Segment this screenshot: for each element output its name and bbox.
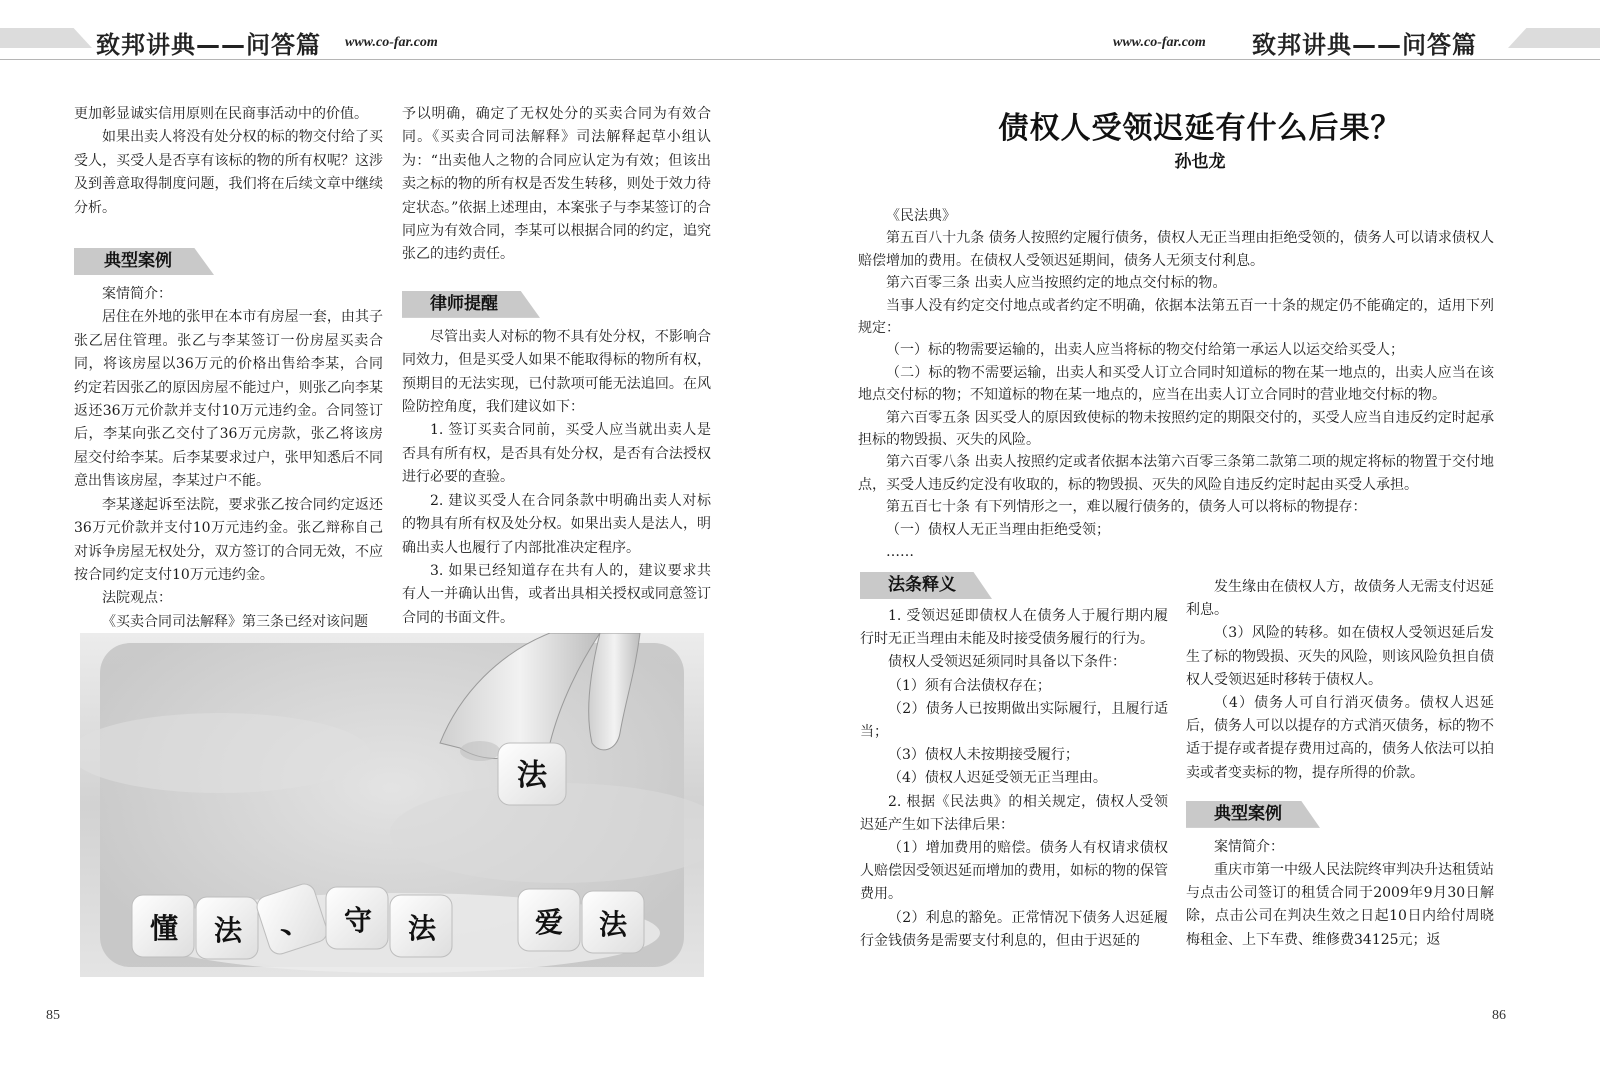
- law-article: （一）债权人无正当理由拒绝受领；: [886, 521, 1110, 538]
- header-site: www.co-far.com: [345, 35, 438, 50]
- law-article: 第五百八十九条 债务人按照约定履行债务，债权人无正当理由拒绝受领的，债务人可以请求债权人赔偿增加的费用。在债权人受领迟延期间，债务人无须支付利息。: [858, 230, 1494, 269]
- article-author: 孙也龙: [1174, 152, 1226, 172]
- law-source: 《民法典》: [886, 208, 956, 224]
- interp-item: （2）债务人已按期做出实际履行，且履行适当；: [860, 700, 1168, 741]
- law-article: （二）标的物不需要运输，出卖人和买受人订立合同时知道标的物在某一地点的，出卖人应当在该地点交付标的物；不知道标的物在某一地点的，应当在出卖人订立合同时的营业地交付标的物。: [858, 364, 1494, 404]
- header-decor-tab: [0, 28, 92, 48]
- law-article: 第六百零八条 出卖人按照约定或者依据本法第六百零三条第二款第二项的规定将标的物置于交付地点，买受人违反约定没有收取的，标的物毁损、灭失的风险自违反约定时起由买受人承担。: [858, 454, 1494, 493]
- intro-paragraph: 如果出卖人将没有处分权的标的物交付给了买受人，买受人是否享有该标的物的所有权呢？这涉及到善意取得制度问题，我们将在后续文章中继续分析。: [74, 129, 383, 216]
- interp-item: （4）债务人可自行消灭债务。债权人迟延后，债务人可以以提存的方式消灭债务，标的物不适于提存或者提存费用过高的，债务人依法可以拍卖或者变卖标的物，提存所得的价款。: [1186, 695, 1494, 781]
- law-article: 第六百零三条 出卖人应当按照约定的地点交付标的物。: [886, 275, 1227, 292]
- court-view-paragraph: 《买卖合同司法解释》第三条已经对该问题: [102, 613, 368, 630]
- interp-continuation: 发生缘由在债权人方，故债务人无需支付迟延利息。: [1186, 579, 1494, 619]
- header-site: www.co-far.com: [1113, 35, 1206, 50]
- article-title: 债权人受领迟延有什么后果？: [998, 111, 1402, 146]
- left-column-1: [74, 103, 383, 634]
- interp-item: （3）债权人未按期接受履行；: [888, 747, 1079, 764]
- cube-top: [498, 743, 566, 805]
- interp-heading: 法条释义: [888, 575, 956, 595]
- court-view-continuation: 予以明确，确定了无权处分的买卖合同为有效合同。《买卖合同司法解释》司法解释起草小组认为：“出卖他人之物的合同应认定为有效；但该出卖之标的物的所有权是否发生转移，则处于效力待定状态。”依据上述理由，本案张子与李某签订的合同应为有效合同，李某可以根据合同的约定，追究张乙的违约责任。: [402, 106, 711, 263]
- cube-label: 法: [598, 908, 628, 941]
- case-label: 案情简介：: [1214, 838, 1284, 855]
- intro-line: 更加彰显诚实信用原则在民商事活动中的价值。: [74, 106, 368, 122]
- lawyer-paragraph: 尽管出卖人对标的物不具有处分权，不影响合同效力，但是买受人如果不能取得标的物所有权，预期目的无法实现，已付款项可能无法追回。在风险防控角度，我们建议如下：: [402, 328, 711, 416]
- law-ellipsis: ……: [886, 544, 914, 561]
- right-page: [800, 0, 1600, 1085]
- law-article: 第六百零五条 因买受人的原因致使标的物未按照约定的期限交付的，买受人应当自违反约定时起承担标的物毁损、灭失的风险。: [858, 409, 1494, 449]
- interp-item: （3）风险的转移。如在债权人受领迟延后发生了标的物毁损、灭失的风险，则该风险负担自债权人受领迟延时移转于债权人。: [1186, 625, 1494, 688]
- left-column-2: [402, 103, 711, 630]
- cube-label: 爱: [534, 906, 564, 939]
- case-paragraph: 李某遂起诉至法院，要求张乙按合同约定返还36万元价款并支付10万元违约金。张乙辩称自己对诉争房屋无权处分，双方签订的合同无效，不应按合同约定支付10万元违约金。: [74, 496, 383, 583]
- lawyer-heading: 律师提醒: [430, 293, 498, 314]
- law-article: 当事人没有约定交付地点或者约定不明确，依据本法第五百一十条的规定仍不能确定的，适用下列规定：: [858, 297, 1494, 337]
- case-label: 案情简介：: [102, 286, 172, 303]
- interp-item: （1）增加费用的赔偿。债务人有权请求债权人赔偿因受领迟延而增加的费用，如标的物的保管费用。: [860, 840, 1168, 903]
- header-brand: 致邦讲典——问答篇: [1252, 31, 1477, 59]
- interp-section-header: [860, 572, 1168, 599]
- case-section-header: [1186, 801, 1494, 828]
- cube-label: 、: [273, 900, 313, 943]
- cube-label: 法: [517, 758, 547, 793]
- right-column-1: [860, 572, 1168, 953]
- header-brand: 致邦讲典——问答篇: [96, 31, 321, 59]
- case-section-header: [74, 248, 383, 275]
- cube-label: 守: [343, 904, 373, 937]
- case-paragraph: 居住在外地的张甲在本市有房屋一套，由其子张乙居住管理。张乙与李某签订一份房屋买卖合同，将该房屋以36万元的价格出售给李某，合同约定若因张乙的原因房屋不能过户，则张乙向李某返还36万元价款并支付10万元违约金。合同签订后，李某向张乙交付了36万元房款，张乙将该房屋交付给李某。后李某要求过户，张甲知悉后不同意出售该房屋，李某过户不能。: [74, 309, 383, 490]
- lawyer-tip: 3. 如果已经知道存在共有人的，建议要求共有人一并确认出售，或者出具相关授权或同意签订合同的书面文件。: [402, 562, 711, 626]
- law-blocks-photo: [80, 633, 704, 977]
- interp-item: （1）须有合法债权存在；: [888, 677, 1051, 694]
- lawyer-section-header: [402, 291, 711, 318]
- interp-item: （4）债权人迟延受领无正当理由。: [888, 770, 1107, 787]
- header-rule: [0, 59, 800, 60]
- cube-label: 法: [407, 912, 437, 945]
- interp-paragraph: 2. 根据《民法典》的相关规定，债权人受领迟延产生如下法律后果：: [860, 793, 1168, 833]
- interp-paragraph: 1. 受领迟延即债权人在债务人于履行期内履行时无正当理由未能及时接受债务履行的行为。: [860, 608, 1168, 648]
- interp-paragraph: 债权人受领迟延须同时具备以下条件：: [888, 654, 1126, 671]
- lawyer-tip: 1. 签订买卖合同前，买受人应当就出卖人是否具有所有权，是否具有处分权，是否有合法授权进行必要的查验。: [402, 422, 711, 486]
- interp-item: （2）利息的豁免。正常情况下债务人迟延履行金钱债务是需要支付利息的，但由于迟延的: [860, 909, 1168, 949]
- case-paragraph: 重庆市第一中级人民法院终审判决升达租赁站与点击公司签订的租赁合同于2009年9月30日解除，点击公司在判决生效之日起10日内给付周晓梅租金、上下车费、维修费34125元；返: [1186, 862, 1494, 948]
- header-rule: [800, 59, 1600, 60]
- lawyer-tip: 2. 建议买受人在合同条款中明确出卖人对标的物具有所有权及处分权。如果出卖人是法人，明确出卖人也履行了内部批准决定程序。: [402, 492, 711, 556]
- right-column-2: [1186, 576, 1494, 952]
- court-view-label: 法院观点：: [102, 590, 172, 607]
- page-number: 86: [1492, 1008, 1506, 1023]
- cube-label: 懂: [149, 912, 179, 945]
- header-decor-tab: [1508, 28, 1600, 48]
- law-text: [858, 205, 1494, 564]
- law-article: （一）标的物需要运输的，出卖人应当将标的物交付给第一承运人以运交给买受人；: [886, 342, 1404, 359]
- law-article: 第五百七十条 有下列情形之一，难以履行债务的，债务人可以将标的物提存：: [886, 499, 1367, 516]
- cube-label: 法: [213, 914, 243, 947]
- case-heading: 典型案例: [104, 251, 172, 272]
- page-number: 85: [46, 1008, 60, 1023]
- case-heading: 典型案例: [1214, 803, 1282, 824]
